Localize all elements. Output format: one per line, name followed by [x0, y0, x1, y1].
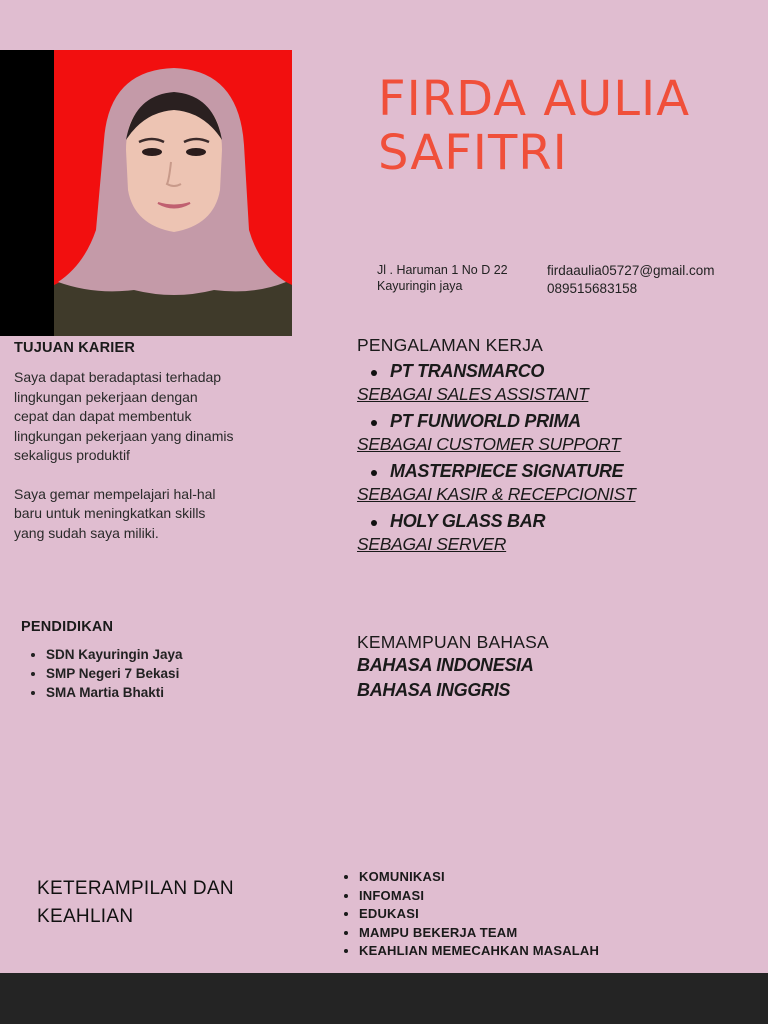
- work-title: PENGALAMAN KERJA: [357, 335, 544, 355]
- skill-item: • EDUKASI: [359, 905, 599, 924]
- career-paragraph-2: Saya gemar mempelajari hal-hal baru untuk meningkatkan skills yang sudah saya miliki.: [14, 485, 216, 541]
- skills-title: [37, 875, 234, 931]
- bullet-dot-icon: [371, 420, 377, 426]
- work-item: [357, 460, 757, 506]
- footer-bar: [0, 973, 768, 1024]
- skill-item: • KEAHLIAN MEMECAHKAN MASALAH: [359, 942, 599, 961]
- company-name: MASTERPIECE SIGNATURE: [357, 460, 757, 482]
- education-section: [21, 619, 183, 702]
- skill-item: • MAMPU BEKERJA TEAM: [359, 924, 599, 943]
- skill-item: • INFOMASI: [359, 887, 599, 906]
- work-item: [357, 410, 757, 456]
- education-item: • SMA Martia Bhakti: [46, 683, 183, 702]
- skill-item: • KOMUNIKASI: [359, 868, 599, 887]
- work-item: [357, 360, 757, 406]
- skills-title-line-1: KETERAMPILAN DAN: [37, 878, 234, 899]
- bullet-dot-icon: [371, 370, 377, 376]
- contact-block: [547, 262, 715, 298]
- address-line-1: Jl . Haruman 1 No D 22: [377, 263, 508, 277]
- bullet-dot-icon: [371, 520, 377, 526]
- job-role: SEBAGAI KASIR & RECEPCIONIST: [357, 484, 636, 504]
- portrait-illustration: [54, 50, 292, 336]
- job-role: SEBAGAI SERVER: [357, 534, 507, 554]
- work-experience-section: [357, 335, 757, 556]
- black-accent-bar: [0, 50, 54, 336]
- address-block: [377, 262, 508, 294]
- work-list: [357, 360, 757, 556]
- name-line-2: SAFITRI: [378, 125, 568, 181]
- company-name: PT TRANSMARCO: [357, 360, 757, 382]
- education-item: • SDN Kayuringin Jaya: [46, 645, 183, 664]
- skills-section: [340, 868, 599, 961]
- company-name: HOLY GLASS BAR: [357, 510, 757, 532]
- skills-title-line-2: KEAHLIAN: [37, 906, 134, 927]
- profile-photo: [54, 50, 292, 336]
- education-title: PENDIDIKAN: [21, 619, 114, 635]
- language-item: BAHASA INDONESIA: [357, 655, 534, 675]
- education-item: • SMP Negeri 7 Bekasi: [46, 664, 183, 683]
- job-role: SEBAGAI CUSTOMER SUPPORT: [357, 434, 621, 454]
- education-list: [21, 645, 183, 702]
- bullet-dot-icon: [371, 470, 377, 476]
- full-name: [378, 72, 758, 180]
- work-item: [357, 510, 757, 556]
- phone-text: 089515683158: [547, 281, 638, 296]
- name-line-1: FIRDA AULIA: [378, 71, 691, 127]
- language-title: KEMAMPUAN BAHASA: [357, 632, 549, 652]
- address-line-2: Kayuringin jaya: [377, 279, 463, 293]
- career-title: TUJUAN KARIER: [14, 340, 136, 356]
- language-section: [357, 632, 549, 703]
- company-name: PT FUNWORLD PRIMA: [357, 410, 757, 432]
- language-item: BAHASA INGGRIS: [357, 680, 511, 700]
- skills-list: [340, 868, 599, 961]
- email-text: firdaaulia05727@gmail.com: [547, 263, 715, 278]
- job-role: SEBAGAI SALES ASSISTANT: [357, 384, 589, 404]
- career-paragraph-1: Saya dapat beradaptasi terhadap lingkungan pekerjaan dengan cepat dan dapat membentuk lingkungan pekerjaan yang dinamis sekaligus produktif: [14, 369, 234, 463]
- career-objective-section: [14, 340, 274, 543]
